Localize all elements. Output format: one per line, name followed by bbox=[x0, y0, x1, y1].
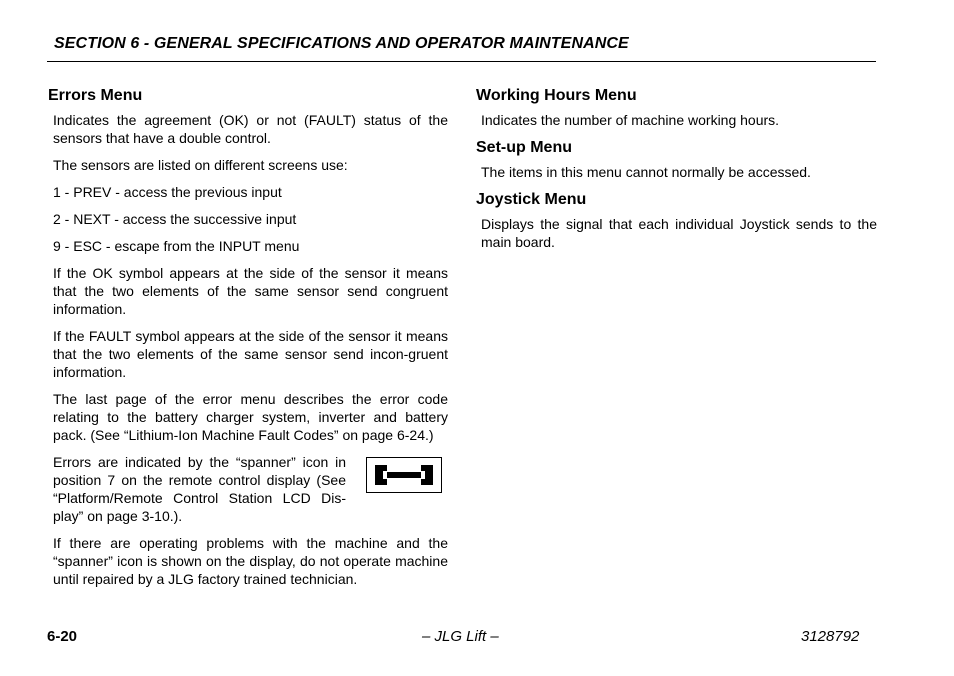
list-item-next: 2 - NEXT - access the successive input bbox=[53, 211, 297, 227]
paragraph: If the FAULT symbol appears at the side of the sensor it means that the two elements of the same sensor send incon-gruent information. bbox=[53, 328, 448, 380]
spanner-icon-graphic bbox=[373, 463, 435, 487]
paragraph: The sensors are listed on different screens use: bbox=[53, 157, 348, 173]
paragraph: The items in this menu cannot normally be accessed. bbox=[481, 164, 811, 180]
right-column bbox=[476, 86, 877, 260]
footer-brand: – JLG Lift – bbox=[422, 628, 499, 645]
page-number: 6-20 bbox=[47, 628, 78, 645]
setup-menu-heading: Set-up Menu bbox=[476, 139, 572, 156]
list-item-prev: 1 - PREV - access the previous input bbox=[53, 184, 282, 200]
left-column bbox=[48, 86, 448, 597]
paragraph: Indicates the number of machine working hours. bbox=[481, 112, 780, 128]
working-hours-menu-heading: Working Hours Menu bbox=[476, 87, 637, 104]
list-item-esc: 9 - ESC - escape from the INPUT menu bbox=[53, 238, 300, 254]
spanner-icon bbox=[366, 457, 442, 493]
paragraph: The last page of the error menu describes the error code relating to the battery charger system, inverter and battery pack. (See “Lithium-Ion Machine Fault Codes” on page 6-24.) bbox=[53, 391, 448, 443]
section-header: SECTION 6 - GENERAL SPECIFICATIONS AND OPERATOR MAINTENANCE bbox=[54, 35, 629, 52]
paragraph: If there are operating problems with the machine and the “spanner” icon is shown on the display, do not operate machine until repaired by a JLG factory trained technician. bbox=[53, 535, 448, 587]
paragraph: Indicates the agreement (OK) or not (FAULT) status of the sensors that have a double control. bbox=[53, 112, 448, 146]
paragraph: Errors are indicated by the “spanner” icon in position 7 on the remote control display (See “Platform/Remote Control Station LCD Dis-play” on page 3-10.). bbox=[53, 454, 346, 524]
joystick-menu-heading: Joystick Menu bbox=[476, 191, 587, 208]
errors-menu-heading: Errors Menu bbox=[48, 87, 143, 104]
doc-number: 3128792 bbox=[801, 628, 860, 645]
paragraph: If the OK symbol appears at the side of the sensor it means that the two elements of the same sensor send congruent information. bbox=[53, 265, 448, 317]
paragraph: Displays the signal that each individual Joystick sends to the main board. bbox=[481, 216, 877, 250]
header-divider bbox=[47, 61, 876, 62]
spanner-note bbox=[53, 453, 448, 525]
